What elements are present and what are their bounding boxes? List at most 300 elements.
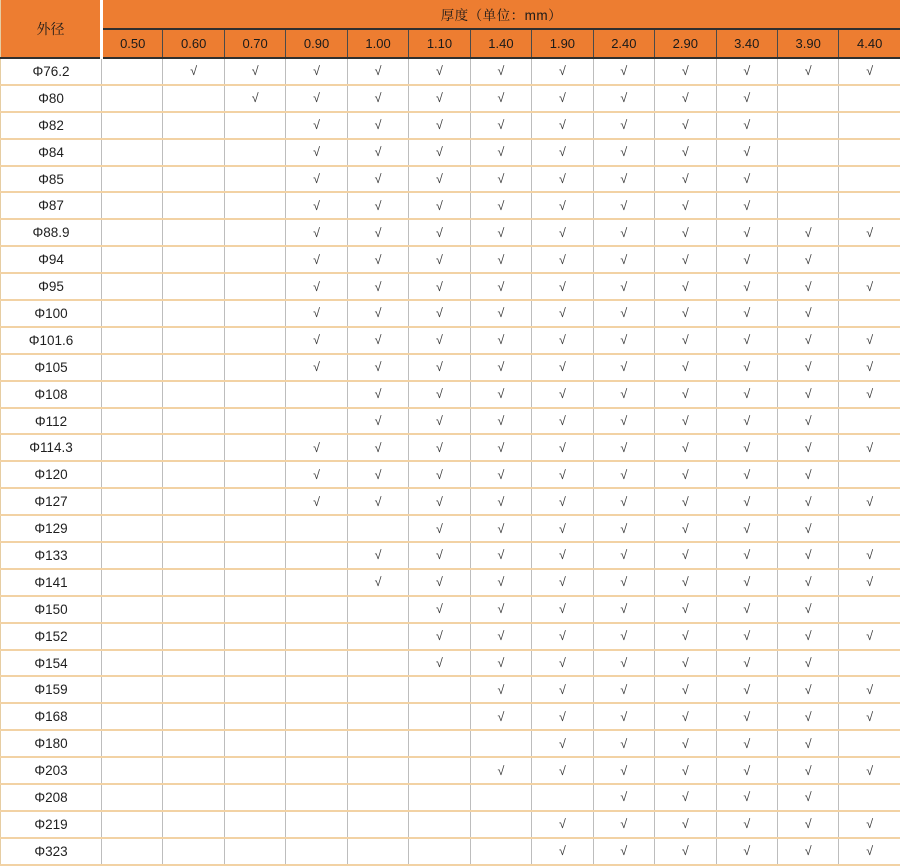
availability-empty-cell — [470, 838, 531, 865]
availability-check-cell: √ — [286, 58, 347, 85]
availability-empty-cell — [224, 408, 285, 435]
availability-check-cell: √ — [716, 192, 777, 219]
diameter-label-cell: Φ180 — [1, 730, 102, 757]
diameter-row — [1, 623, 900, 650]
thickness-column-header: 0.70 — [224, 29, 285, 58]
availability-check-cell: √ — [286, 219, 347, 246]
availability-empty-cell — [102, 838, 163, 865]
availability-empty-cell — [102, 85, 163, 112]
availability-empty-cell — [102, 515, 163, 542]
availability-empty-cell — [532, 784, 593, 811]
availability-empty-cell — [163, 488, 224, 515]
availability-check-cell: √ — [777, 327, 838, 354]
availability-empty-cell — [163, 542, 224, 569]
availability-check-cell: √ — [716, 327, 777, 354]
availability-check-cell: √ — [655, 488, 716, 515]
availability-check-cell: √ — [409, 623, 470, 650]
availability-check-cell: √ — [777, 838, 838, 865]
diameter-row — [1, 757, 900, 784]
availability-check-cell: √ — [470, 408, 531, 435]
availability-check-cell: √ — [593, 650, 654, 677]
availability-empty-cell — [102, 488, 163, 515]
availability-check-cell: √ — [532, 192, 593, 219]
availability-check-cell: √ — [470, 703, 531, 730]
availability-check-cell: √ — [839, 811, 900, 838]
availability-check-cell: √ — [470, 192, 531, 219]
availability-check-cell: √ — [409, 354, 470, 381]
availability-check-cell: √ — [347, 408, 408, 435]
availability-check-cell: √ — [839, 354, 900, 381]
availability-check-cell: √ — [655, 112, 716, 139]
diameter-row — [1, 354, 900, 381]
availability-check-cell: √ — [532, 273, 593, 300]
availability-check-cell: √ — [409, 139, 470, 166]
availability-empty-cell — [224, 488, 285, 515]
availability-empty-cell — [347, 757, 408, 784]
availability-check-cell: √ — [593, 139, 654, 166]
availability-check-cell: √ — [716, 246, 777, 273]
availability-check-cell: √ — [532, 461, 593, 488]
diameter-row — [1, 461, 900, 488]
availability-empty-cell — [409, 730, 470, 757]
availability-empty-cell — [102, 757, 163, 784]
availability-empty-cell — [163, 300, 224, 327]
availability-check-cell: √ — [286, 246, 347, 273]
availability-check-cell: √ — [593, 784, 654, 811]
availability-empty-cell — [224, 273, 285, 300]
availability-check-cell: √ — [593, 515, 654, 542]
availability-check-cell: √ — [470, 542, 531, 569]
availability-empty-cell — [163, 139, 224, 166]
diameter-label-cell: Φ152 — [1, 623, 102, 650]
diameter-row — [1, 542, 900, 569]
availability-empty-cell — [347, 703, 408, 730]
availability-empty-cell — [839, 784, 900, 811]
availability-check-cell: √ — [286, 488, 347, 515]
availability-empty-cell — [163, 434, 224, 461]
availability-empty-cell — [163, 327, 224, 354]
availability-empty-cell — [102, 354, 163, 381]
availability-empty-cell — [470, 730, 531, 757]
availability-check-cell: √ — [286, 273, 347, 300]
diameter-row — [1, 192, 900, 219]
availability-empty-cell — [163, 838, 224, 865]
availability-empty-cell — [163, 112, 224, 139]
availability-check-cell: √ — [716, 273, 777, 300]
availability-check-cell: √ — [347, 273, 408, 300]
availability-check-cell: √ — [777, 757, 838, 784]
availability-check-cell: √ — [777, 515, 838, 542]
availability-empty-cell — [224, 596, 285, 623]
diameter-row — [1, 246, 900, 273]
availability-check-cell: √ — [716, 408, 777, 435]
availability-empty-cell — [224, 434, 285, 461]
availability-empty-cell — [347, 676, 408, 703]
availability-empty-cell — [163, 515, 224, 542]
availability-check-cell: √ — [286, 300, 347, 327]
availability-check-cell: √ — [409, 58, 470, 85]
availability-check-cell: √ — [777, 650, 838, 677]
availability-check-cell: √ — [470, 58, 531, 85]
availability-check-cell: √ — [347, 327, 408, 354]
diameter-label-cell: Φ88.9 — [1, 219, 102, 246]
availability-check-cell: √ — [409, 192, 470, 219]
availability-empty-cell — [163, 569, 224, 596]
availability-check-cell: √ — [777, 811, 838, 838]
availability-check-cell: √ — [409, 381, 470, 408]
table-header — [1, 0, 900, 58]
availability-check-cell: √ — [839, 219, 900, 246]
thickness-column-header: 3.90 — [777, 29, 838, 58]
availability-check-cell: √ — [593, 676, 654, 703]
availability-check-cell: √ — [347, 488, 408, 515]
availability-check-cell: √ — [777, 623, 838, 650]
availability-check-cell: √ — [593, 703, 654, 730]
availability-empty-cell — [102, 300, 163, 327]
diameter-label-cell: Φ112 — [1, 408, 102, 435]
diameter-label-cell: Φ129 — [1, 515, 102, 542]
availability-check-cell: √ — [655, 676, 716, 703]
diameter-row — [1, 139, 900, 166]
availability-check-cell: √ — [347, 58, 408, 85]
availability-empty-cell — [224, 300, 285, 327]
availability-empty-cell — [163, 219, 224, 246]
availability-empty-cell — [163, 784, 224, 811]
availability-check-cell: √ — [532, 488, 593, 515]
availability-check-cell: √ — [347, 85, 408, 112]
availability-empty-cell — [102, 703, 163, 730]
availability-check-cell: √ — [470, 381, 531, 408]
availability-empty-cell — [224, 354, 285, 381]
diameter-row — [1, 488, 900, 515]
availability-empty-cell — [286, 811, 347, 838]
diameter-row — [1, 515, 900, 542]
availability-check-cell: √ — [409, 488, 470, 515]
availability-check-cell: √ — [470, 461, 531, 488]
availability-empty-cell — [839, 300, 900, 327]
availability-empty-cell — [286, 784, 347, 811]
availability-empty-cell — [102, 166, 163, 193]
availability-empty-cell — [839, 139, 900, 166]
diameter-label-cell: Φ101.6 — [1, 327, 102, 354]
diameter-row — [1, 838, 900, 865]
availability-check-cell: √ — [593, 112, 654, 139]
diameter-label-cell: Φ85 — [1, 166, 102, 193]
availability-empty-cell — [224, 461, 285, 488]
availability-check-cell: √ — [224, 58, 285, 85]
availability-check-cell: √ — [655, 219, 716, 246]
availability-empty-cell — [102, 408, 163, 435]
diameter-label-cell: Φ100 — [1, 300, 102, 327]
availability-check-cell: √ — [839, 676, 900, 703]
availability-check-cell: √ — [839, 569, 900, 596]
availability-empty-cell — [102, 650, 163, 677]
availability-check-cell: √ — [839, 58, 900, 85]
availability-empty-cell — [286, 408, 347, 435]
availability-check-cell: √ — [347, 434, 408, 461]
availability-check-cell: √ — [716, 730, 777, 757]
availability-check-cell: √ — [655, 354, 716, 381]
availability-check-cell: √ — [347, 381, 408, 408]
availability-check-cell: √ — [347, 300, 408, 327]
availability-empty-cell — [224, 219, 285, 246]
availability-check-cell: √ — [777, 58, 838, 85]
availability-check-cell: √ — [716, 85, 777, 112]
availability-check-cell: √ — [593, 327, 654, 354]
availability-check-cell: √ — [716, 542, 777, 569]
availability-check-cell: √ — [655, 300, 716, 327]
diameter-row — [1, 650, 900, 677]
availability-empty-cell — [102, 246, 163, 273]
availability-check-cell: √ — [655, 838, 716, 865]
availability-check-cell: √ — [532, 730, 593, 757]
availability-check-cell: √ — [655, 623, 716, 650]
availability-check-cell: √ — [286, 327, 347, 354]
diameter-row — [1, 811, 900, 838]
availability-check-cell: √ — [716, 112, 777, 139]
availability-check-cell: √ — [777, 434, 838, 461]
availability-empty-cell — [409, 838, 470, 865]
availability-check-cell: √ — [593, 623, 654, 650]
availability-empty-cell — [163, 273, 224, 300]
availability-check-cell: √ — [409, 515, 470, 542]
availability-check-cell: √ — [593, 542, 654, 569]
availability-empty-cell — [224, 676, 285, 703]
availability-check-cell: √ — [777, 596, 838, 623]
availability-check-cell: √ — [716, 784, 777, 811]
diameter-label-cell: Φ94 — [1, 246, 102, 273]
availability-check-cell: √ — [470, 327, 531, 354]
availability-check-cell: √ — [777, 703, 838, 730]
availability-check-cell: √ — [470, 596, 531, 623]
availability-check-cell: √ — [716, 676, 777, 703]
availability-empty-cell — [224, 166, 285, 193]
availability-check-cell: √ — [655, 515, 716, 542]
availability-check-cell: √ — [470, 139, 531, 166]
availability-check-cell: √ — [655, 434, 716, 461]
availability-check-cell: √ — [409, 327, 470, 354]
availability-empty-cell — [777, 112, 838, 139]
availability-check-cell: √ — [286, 139, 347, 166]
availability-check-cell: √ — [532, 838, 593, 865]
availability-check-cell: √ — [347, 461, 408, 488]
availability-check-cell: √ — [532, 354, 593, 381]
availability-empty-cell — [839, 461, 900, 488]
availability-check-cell: √ — [532, 300, 593, 327]
diameter-label-cell: Φ159 — [1, 676, 102, 703]
availability-empty-cell — [102, 327, 163, 354]
availability-check-cell: √ — [655, 542, 716, 569]
availability-empty-cell — [102, 381, 163, 408]
availability-check-cell: √ — [532, 703, 593, 730]
availability-check-cell: √ — [470, 676, 531, 703]
availability-check-cell: √ — [839, 838, 900, 865]
availability-empty-cell — [286, 623, 347, 650]
availability-check-cell: √ — [777, 300, 838, 327]
diameter-label-cell: Φ76.2 — [1, 58, 102, 85]
diameter-row — [1, 85, 900, 112]
availability-check-cell: √ — [532, 434, 593, 461]
availability-empty-cell — [224, 623, 285, 650]
availability-check-cell: √ — [655, 381, 716, 408]
availability-check-cell: √ — [716, 166, 777, 193]
diameter-row — [1, 784, 900, 811]
availability-check-cell: √ — [532, 676, 593, 703]
availability-check-cell: √ — [777, 676, 838, 703]
thickness-column-header: 2.90 — [655, 29, 716, 58]
availability-empty-cell — [102, 273, 163, 300]
availability-empty-cell — [163, 381, 224, 408]
thickness-column-header: 0.50 — [102, 29, 163, 58]
availability-check-cell: √ — [470, 354, 531, 381]
availability-check-cell: √ — [716, 219, 777, 246]
diameter-label-cell: Φ154 — [1, 650, 102, 677]
availability-check-cell: √ — [470, 166, 531, 193]
diameter-row — [1, 434, 900, 461]
availability-check-cell: √ — [532, 623, 593, 650]
availability-check-cell: √ — [593, 85, 654, 112]
availability-check-cell: √ — [777, 488, 838, 515]
availability-empty-cell — [102, 542, 163, 569]
availability-check-cell: √ — [593, 757, 654, 784]
thickness-column-header: 1.00 — [347, 29, 408, 58]
availability-empty-cell — [102, 58, 163, 85]
availability-check-cell: √ — [777, 542, 838, 569]
availability-empty-cell — [286, 730, 347, 757]
availability-empty-cell — [409, 757, 470, 784]
thickness-column-header: 2.40 — [593, 29, 654, 58]
availability-empty-cell — [839, 650, 900, 677]
availability-empty-cell — [163, 730, 224, 757]
thickness-column-header: 1.90 — [532, 29, 593, 58]
availability-check-cell: √ — [532, 542, 593, 569]
thickness-header-title: 厚度（单位：mm） — [102, 0, 900, 29]
availability-empty-cell — [102, 192, 163, 219]
availability-empty-cell — [286, 650, 347, 677]
availability-empty-cell — [163, 408, 224, 435]
availability-empty-cell — [224, 112, 285, 139]
availability-check-cell: √ — [470, 219, 531, 246]
availability-check-cell: √ — [532, 58, 593, 85]
availability-check-cell: √ — [655, 192, 716, 219]
availability-empty-cell — [224, 838, 285, 865]
availability-empty-cell — [224, 139, 285, 166]
availability-check-cell: √ — [409, 219, 470, 246]
availability-check-cell: √ — [655, 461, 716, 488]
availability-check-cell: √ — [470, 246, 531, 273]
thickness-column-header: 1.40 — [470, 29, 531, 58]
availability-check-cell: √ — [532, 596, 593, 623]
availability-check-cell: √ — [777, 219, 838, 246]
availability-check-cell: √ — [716, 58, 777, 85]
availability-check-cell: √ — [593, 381, 654, 408]
availability-check-cell: √ — [839, 623, 900, 650]
diameter-label-cell: Φ133 — [1, 542, 102, 569]
availability-check-cell: √ — [655, 811, 716, 838]
availability-empty-cell — [163, 354, 224, 381]
availability-check-cell: √ — [532, 246, 593, 273]
availability-check-cell: √ — [532, 139, 593, 166]
diameter-row — [1, 273, 900, 300]
availability-empty-cell — [286, 676, 347, 703]
availability-check-cell: √ — [347, 166, 408, 193]
availability-empty-cell — [102, 569, 163, 596]
availability-empty-cell — [470, 811, 531, 838]
availability-check-cell: √ — [470, 569, 531, 596]
availability-check-cell: √ — [777, 730, 838, 757]
thickness-column-header: 0.90 — [286, 29, 347, 58]
availability-check-cell: √ — [532, 166, 593, 193]
availability-empty-cell — [839, 192, 900, 219]
availability-check-cell: √ — [593, 730, 654, 757]
availability-check-cell: √ — [839, 488, 900, 515]
table-body — [1, 58, 900, 865]
availability-empty-cell — [102, 461, 163, 488]
availability-check-cell: √ — [655, 650, 716, 677]
availability-check-cell: √ — [655, 596, 716, 623]
availability-check-cell: √ — [470, 757, 531, 784]
availability-check-cell: √ — [593, 488, 654, 515]
availability-empty-cell — [286, 381, 347, 408]
availability-empty-cell — [286, 703, 347, 730]
diameter-row — [1, 381, 900, 408]
diameter-label-cell: Φ120 — [1, 461, 102, 488]
thickness-column-header: 4.40 — [839, 29, 900, 58]
availability-empty-cell — [102, 623, 163, 650]
availability-check-cell: √ — [470, 623, 531, 650]
availability-check-cell: √ — [532, 811, 593, 838]
availability-check-cell: √ — [593, 246, 654, 273]
availability-check-cell: √ — [839, 434, 900, 461]
availability-check-cell: √ — [409, 434, 470, 461]
availability-empty-cell — [409, 676, 470, 703]
availability-check-cell: √ — [347, 139, 408, 166]
diameter-label-cell: Φ84 — [1, 139, 102, 166]
availability-check-cell: √ — [286, 354, 347, 381]
availability-empty-cell — [163, 596, 224, 623]
availability-empty-cell — [777, 139, 838, 166]
availability-check-cell: √ — [532, 85, 593, 112]
availability-empty-cell — [163, 811, 224, 838]
availability-check-cell: √ — [716, 650, 777, 677]
availability-check-cell: √ — [593, 434, 654, 461]
availability-check-cell: √ — [839, 273, 900, 300]
availability-empty-cell — [347, 515, 408, 542]
availability-empty-cell — [286, 515, 347, 542]
thickness-column-header: 1.10 — [409, 29, 470, 58]
availability-check-cell: √ — [716, 354, 777, 381]
availability-check-cell: √ — [532, 408, 593, 435]
availability-check-cell: √ — [716, 461, 777, 488]
availability-check-cell: √ — [409, 596, 470, 623]
diameter-row — [1, 569, 900, 596]
availability-check-cell: √ — [716, 569, 777, 596]
availability-empty-cell — [163, 650, 224, 677]
availability-empty-cell — [163, 461, 224, 488]
diameter-label-cell: Φ208 — [1, 784, 102, 811]
diameter-label-cell: Φ80 — [1, 85, 102, 112]
availability-check-cell: √ — [286, 112, 347, 139]
availability-empty-cell — [409, 784, 470, 811]
availability-check-cell: √ — [839, 757, 900, 784]
availability-empty-cell — [777, 85, 838, 112]
availability-check-cell: √ — [777, 569, 838, 596]
availability-check-cell: √ — [347, 569, 408, 596]
diameter-row — [1, 327, 900, 354]
availability-check-cell: √ — [655, 569, 716, 596]
availability-check-cell: √ — [777, 246, 838, 273]
diameter-label-cell: Φ82 — [1, 112, 102, 139]
